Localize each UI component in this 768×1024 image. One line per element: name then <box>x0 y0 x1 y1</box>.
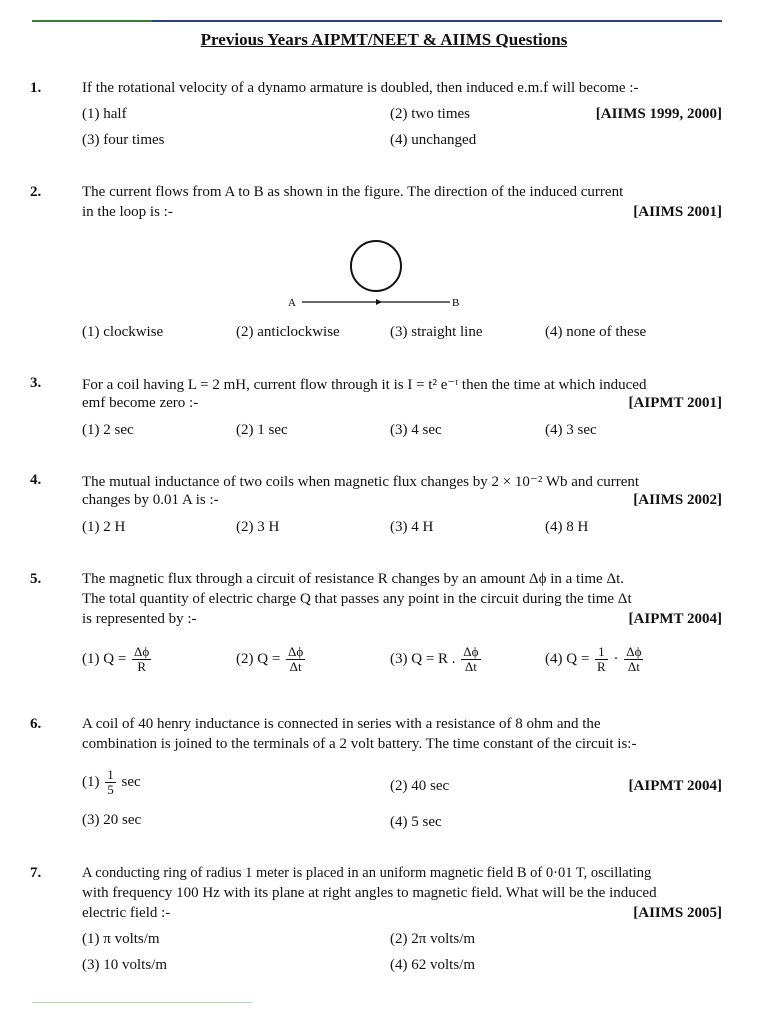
question-text-line: The total quantity of electric charge Q that passes any point in the circuit during the time Δt <box>82 591 632 607</box>
option-3[interactable]: (3) 10 volts/m <box>82 957 167 973</box>
option-2[interactable]: (2) anticlockwise <box>236 324 340 340</box>
option-prefix: (1) <box>82 773 100 790</box>
question-text-line: electric field :- <box>82 905 171 921</box>
exam-tag: [AIIMS 1999, 2000] <box>595 106 722 122</box>
option-1[interactable]: (1) half <box>82 106 127 122</box>
question-text-line: in the loop is :- <box>82 204 173 220</box>
option-2[interactable]: (2) 2π volts/m <box>390 931 476 947</box>
current-arrow-icon <box>376 299 382 305</box>
question-text-line: changes by 0.01 A is :- <box>82 492 219 508</box>
option-2[interactable]: (2) 1 sec <box>236 422 288 438</box>
question-number: 3. <box>30 375 42 391</box>
option-1[interactable]: (1) clockwise <box>82 324 164 340</box>
option-4[interactable]: (4) 62 volts/m <box>390 957 475 973</box>
numerator: 1 <box>107 767 114 782</box>
denominator: R <box>597 659 606 674</box>
numerator: Δϕ <box>288 644 304 659</box>
option-4[interactable]: (4) 8 H <box>545 519 589 535</box>
option-3[interactable]: (3) 20 sec <box>82 812 142 828</box>
denominator: Δt <box>289 659 302 674</box>
option-prefix: (3) Q = R . <box>390 650 456 667</box>
option-suffix: sec <box>121 773 141 790</box>
question-number: 5. <box>30 571 42 587</box>
option-4[interactable]: (4) 5 sec <box>390 814 442 830</box>
loop-circle <box>351 241 401 291</box>
option-1[interactable] <box>82 645 153 674</box>
option-1[interactable]: (1) π volts/m <box>82 931 160 947</box>
option-2[interactable] <box>236 645 307 674</box>
option-3[interactable]: (3) four times <box>82 132 165 148</box>
numerator: Δϕ <box>463 644 479 659</box>
question-text-line: If the rotational velocity of a dynamo armature is doubled, then induced e.m.f will become :- <box>82 80 639 96</box>
question-number: 2. <box>30 184 42 200</box>
question-text-line: For a coil having L = 2 mH, current flow through it is I = t² e⁻ᵗ then the time at which induced <box>82 377 647 393</box>
question-text-line: The current flows from A to B as shown in the figure. The direction of the induced current <box>82 184 624 200</box>
question-number: 4. <box>30 472 42 488</box>
exam-tag: [AIPMT 2004] <box>628 778 722 794</box>
fraction <box>286 645 305 674</box>
exam-tag: [AIPMT 2001] <box>628 395 722 411</box>
option-1[interactable] <box>82 768 141 797</box>
question-text-line: The mutual inductance of two coils when magnetic flux changes by 2 × 10⁻² Wb and current <box>82 474 640 490</box>
option-3[interactable] <box>390 645 483 674</box>
point-a-label: A <box>288 297 296 309</box>
option-1[interactable]: (1) 2 sec <box>82 422 134 438</box>
option-3[interactable]: (3) 4 H <box>390 519 434 535</box>
denominator: Δt <box>627 659 640 674</box>
numerator: Δϕ <box>626 644 642 659</box>
question-text-line: with frequency 100 Hz with its plane at right angles to magnetic field. What will be the induced <box>82 885 657 901</box>
option-3[interactable]: (3) straight line <box>390 324 483 340</box>
option-2[interactable]: (2) 40 sec <box>390 778 450 794</box>
bottom-rule <box>32 1002 252 1003</box>
fraction <box>461 645 480 674</box>
fraction <box>132 645 151 674</box>
page-title: Previous Years AIPMT/NEET & AIIMS Questions <box>200 30 568 49</box>
exam-tag: [AIIMS 2002] <box>633 492 722 508</box>
question-number: 1. <box>30 80 42 96</box>
denominator: 5 <box>107 782 114 797</box>
fraction <box>624 645 643 674</box>
question-text-line: combination is joined to the terminals of a 2 volt battery. The time constant of the circuit is:- <box>82 736 637 752</box>
option-3[interactable]: (3) 4 sec <box>390 422 442 438</box>
question-text-line: A conducting ring of radius 1 meter is placed in an uniform magnetic field B of 0·01 T, oscillating <box>82 865 652 881</box>
multiply-dot: · <box>613 650 619 667</box>
question-text-line: is represented by :- <box>82 611 197 627</box>
numerator: 1 <box>595 645 608 660</box>
option-4[interactable]: (4) none of these <box>545 324 647 340</box>
option-4[interactable] <box>545 645 645 674</box>
option-2[interactable]: (2) two times <box>390 106 470 122</box>
option-prefix: (2) Q = <box>236 650 281 667</box>
option-4[interactable]: (4) unchanged <box>390 132 477 148</box>
numerator: Δϕ <box>134 644 150 659</box>
exam-tag: [AIPMT 2004] <box>628 611 722 627</box>
top-rule-blue <box>152 20 722 22</box>
option-prefix: (1) Q = <box>82 650 127 667</box>
denominator: R <box>137 659 146 674</box>
current-loop-figure <box>280 234 480 324</box>
question-text-line: emf become zero :- <box>82 395 199 411</box>
point-b-label: B <box>452 297 460 309</box>
top-rule <box>32 20 722 22</box>
option-prefix: (4) Q = <box>545 650 590 667</box>
option-4[interactable]: (4) 3 sec <box>545 422 597 438</box>
fraction <box>595 645 608 674</box>
fraction <box>105 768 116 797</box>
denominator: Δt <box>464 659 477 674</box>
question-text-line: A coil of 40 henry inductance is connected in series with a resistance of 8 ohm and the <box>82 716 601 732</box>
top-rule-green <box>32 20 152 22</box>
question-text-line: The magnetic flux through a circuit of resistance R changes by an amount Δϕ in a time Δt. <box>82 571 625 587</box>
question-number: 6. <box>30 716 42 732</box>
exam-tag: [AIIMS 2001] <box>633 204 722 220</box>
option-2[interactable]: (2) 3 H <box>236 519 280 535</box>
question-number: 7. <box>30 865 42 881</box>
exam-tag: [AIIMS 2005] <box>633 905 722 921</box>
option-1[interactable]: (1) 2 H <box>82 519 126 535</box>
